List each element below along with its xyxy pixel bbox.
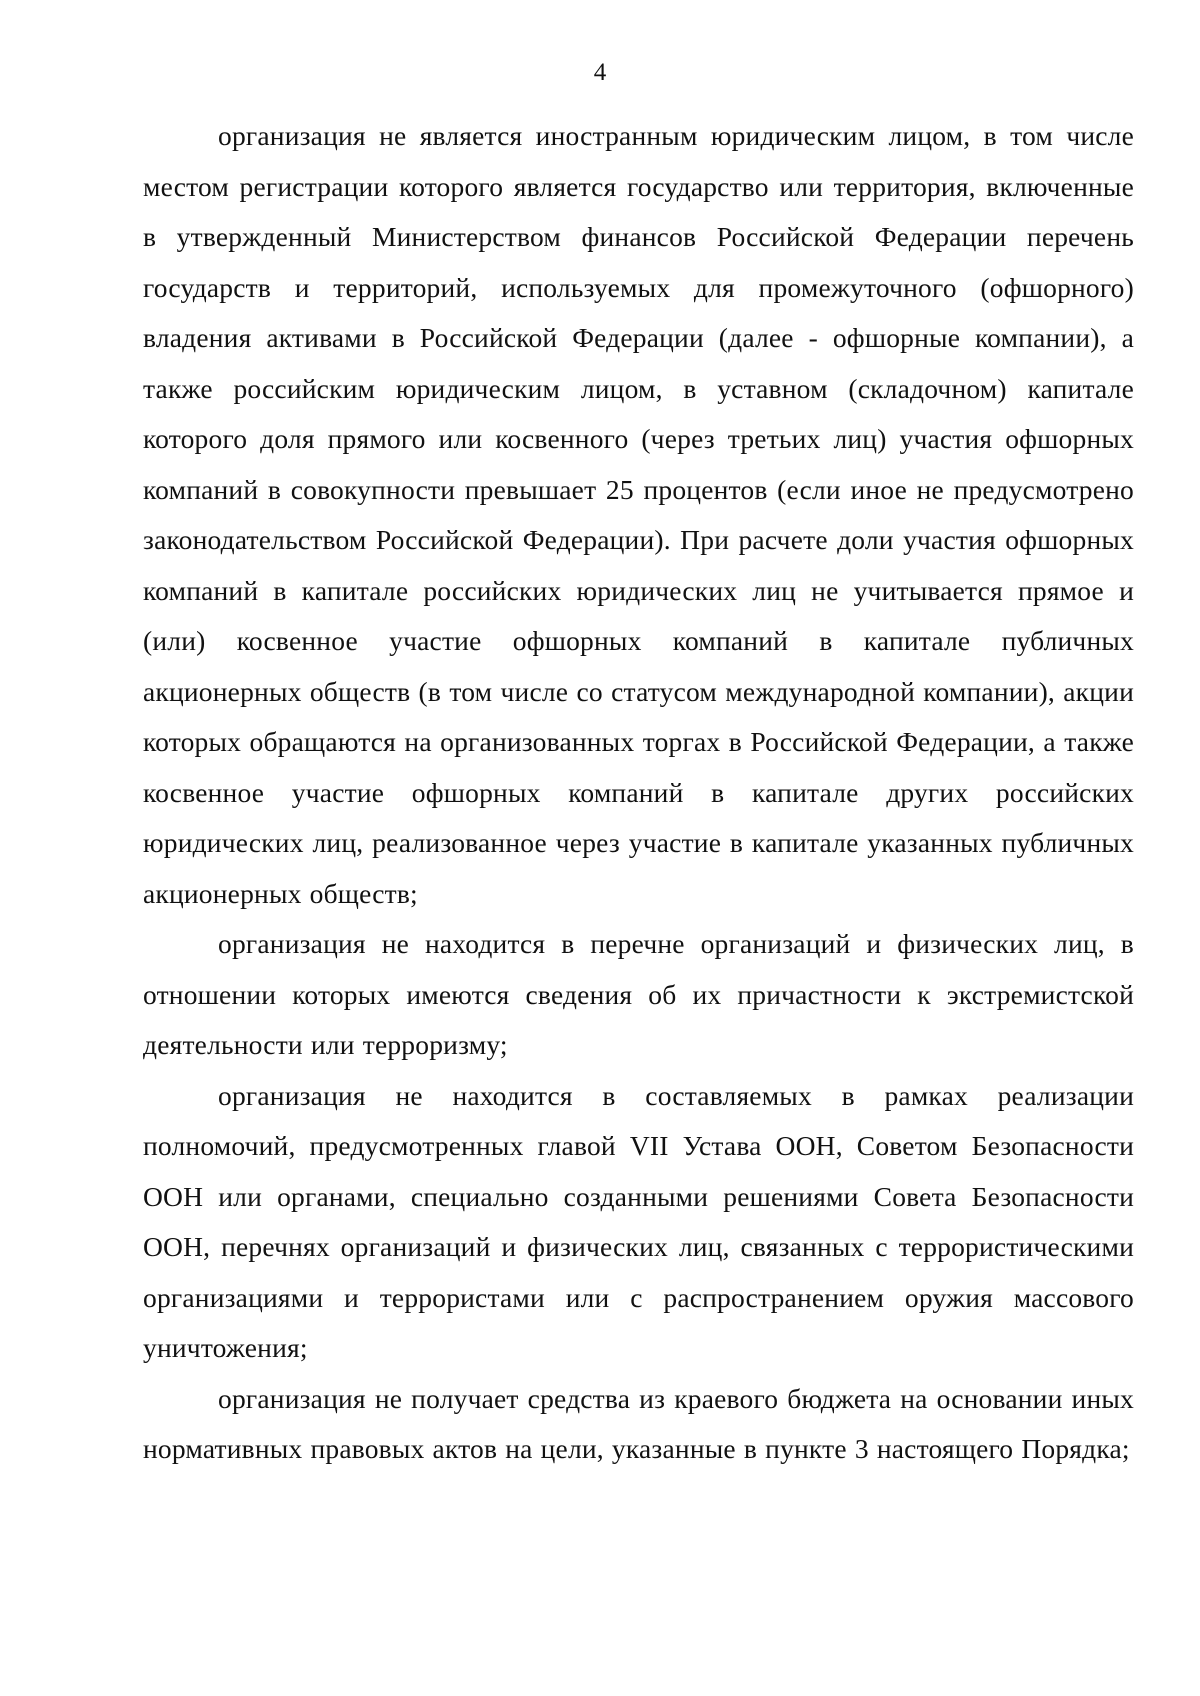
document-body — [143, 111, 1134, 1475]
paragraph-no-regional-budget-funds: организация не получает средства из краевого бюджета на основании иных нормативных правовых актов на цели, указанные в пункте 3 настоящего Порядка; — [143, 1382, 1134, 1464]
page-number: 4 — [593, 59, 607, 86]
paragraph-un-sanctions-list: организация не находится в составляемых в рамках реализации полномочий, предусмотренных главой VII Устава ООН, Советом Безопасности ООН или органами, специально созданными решениями Совета Безопасности ООН, перечнях организаций и физических лиц, связанных с террористическими организациями и террористами или с распространением оружия массового уничтожения; — [143, 1079, 1134, 1363]
paragraph-offshore-criteria: организация не является иностранным юридическим лицом, в том числе местом регистрации которого является государство или территория, включенные в утвержденный Министерством финансов Российской Федерации перечень государств и территорий, используемых для промежуточного (офшорного) владения активами в Российской Федерации (далее - офшорные компании), а также российским юридическим лицом, в уставном (складочном) капитале которого доля прямого или косвенного (через третьих лиц) участия офшорных компаний в совокупности превышает 25 процентов (если иное не предусмотрено законодательством Российской Федерации). При расчете доли участия офшорных компаний в капитале российских юридических лиц не учитывается прямое и (или) косвенное участие офшорных компаний в капитале публичных акционерных обществ (в том числе со статусом международной компании), акции которых обращаются на организованных торгах в Российской Федерации, а также косвенное участие офшорных компаний в капитале других российских юридических лиц, реализованное через участие в капитале указанных публичных акционерных обществ; — [143, 120, 1134, 909]
paragraph-extremism-list: организация не находится в перечне организаций и физических лиц, в отношении которых имеются сведения об их причастности к экстремистской деятельности или терроризму; — [143, 928, 1134, 1060]
